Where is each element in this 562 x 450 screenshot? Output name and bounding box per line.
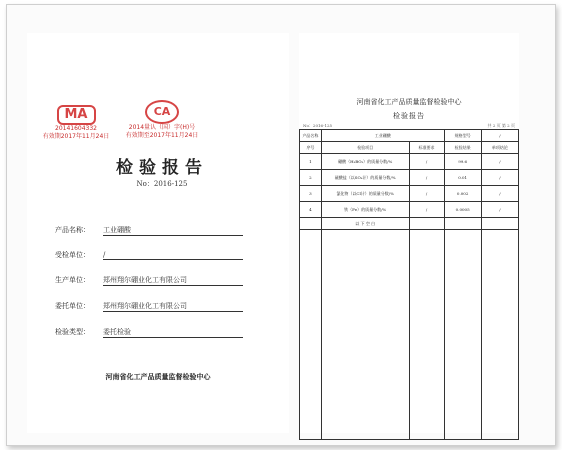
table-cell: 1: [300, 154, 322, 170]
field-label: 受检单位：: [55, 251, 90, 259]
table-cell: /: [481, 202, 518, 218]
ma-seal-mark: MA: [57, 105, 96, 125]
results-number: No：2016-125: [303, 123, 333, 128]
table-cell: 工业硼酸: [321, 130, 444, 142]
field-label: 生产单位：: [55, 276, 90, 284]
report-number: No：2016-125: [136, 180, 188, 188]
table-blank-row: [300, 230, 519, 440]
cma-seal: [125, 100, 199, 140]
field-inspection-type: [55, 327, 243, 338]
table-cell: /: [409, 202, 444, 218]
field-manufacturer: [55, 275, 243, 286]
field-label: 委托单位：: [55, 302, 90, 310]
cma-seal-code: 2014量认（国）字(H)号: [128, 124, 196, 131]
field-value: 委托检验: [103, 327, 243, 338]
table-cell: 99.6: [444, 154, 481, 170]
table-header-cell: 检验项目: [321, 142, 409, 154]
results-center-name: 河南省化工产品质量监督检验中心: [356, 98, 462, 106]
table-cell: 产品名称: [300, 130, 322, 142]
table-cell: 氯化物（以Cl计）的质量分数/%: [321, 186, 409, 202]
table-header-cell: 序号: [300, 142, 322, 154]
table-row: [300, 154, 519, 170]
table-cell: /: [409, 186, 444, 202]
field-value: 郑州翔尔硼业化工有限公司: [103, 275, 243, 286]
table-cell: 2: [300, 170, 322, 186]
table-cell: 0.0005: [444, 202, 481, 218]
table-cell: 4: [300, 202, 322, 218]
table-row: [300, 202, 519, 218]
table-cell: 3: [300, 186, 322, 202]
table-header-row: [300, 142, 519, 154]
field-value: /: [103, 251, 243, 260]
field-label: 检验类型：: [55, 328, 90, 336]
results-page-count: 共 2 页 第 2 页: [487, 123, 515, 128]
ma-seal-code: 20141604332: [55, 125, 97, 132]
table-row: [300, 186, 519, 202]
table-cell: /: [481, 130, 518, 142]
results-page: [299, 33, 519, 433]
ma-seal-validity: 有效期2017年11月24日: [42, 133, 110, 140]
table-cell: 铁（Fe）的质量分数/%: [321, 202, 409, 218]
table-info-row: [300, 130, 519, 142]
results-title: 检验报告: [393, 112, 425, 120]
table-header-cell: 检验结果: [444, 142, 481, 154]
table-end-row: [300, 218, 519, 230]
table-cell: /: [409, 170, 444, 186]
table-cell: /: [481, 154, 518, 170]
results-table: [299, 129, 519, 440]
table-cell: /: [481, 186, 518, 202]
table-cell: 规格型号: [444, 130, 481, 142]
table-header-cell: 标准要求: [409, 142, 444, 154]
table-cell: 0.01: [444, 170, 481, 186]
table-cell: 硫酸盐（以SO₄计）的质量分数/%: [321, 170, 409, 186]
table-header-cell: 单项结论: [481, 142, 518, 154]
document-frame: [6, 4, 556, 446]
table-cell: 硼酸（H₃BO₃）的质量分数/%: [321, 154, 409, 170]
cover-page: [27, 33, 289, 433]
field-label: 产品名称：: [55, 226, 90, 234]
table-cell: 0.002: [444, 186, 481, 202]
table-end-note: 以 下 空 白: [321, 218, 409, 230]
cma-seal-mark: CA: [145, 100, 179, 124]
table-cell: /: [481, 170, 518, 186]
ma-seal: [39, 103, 113, 141]
issuing-organization: 河南省化工产品质量监督检验中心: [105, 372, 211, 381]
field-inspected-unit: [55, 250, 243, 260]
field-client: [55, 301, 243, 312]
table-cell: /: [409, 154, 444, 170]
field-value: 工业硼酸: [103, 225, 243, 236]
field-value: 郑州翔尔硼业化工有限公司: [103, 301, 243, 312]
table-row: [300, 170, 519, 186]
field-product-name: [55, 225, 243, 236]
cma-seal-validity: 有效期至2017年11月24日: [125, 132, 199, 139]
report-title: 检验报告: [116, 158, 208, 178]
